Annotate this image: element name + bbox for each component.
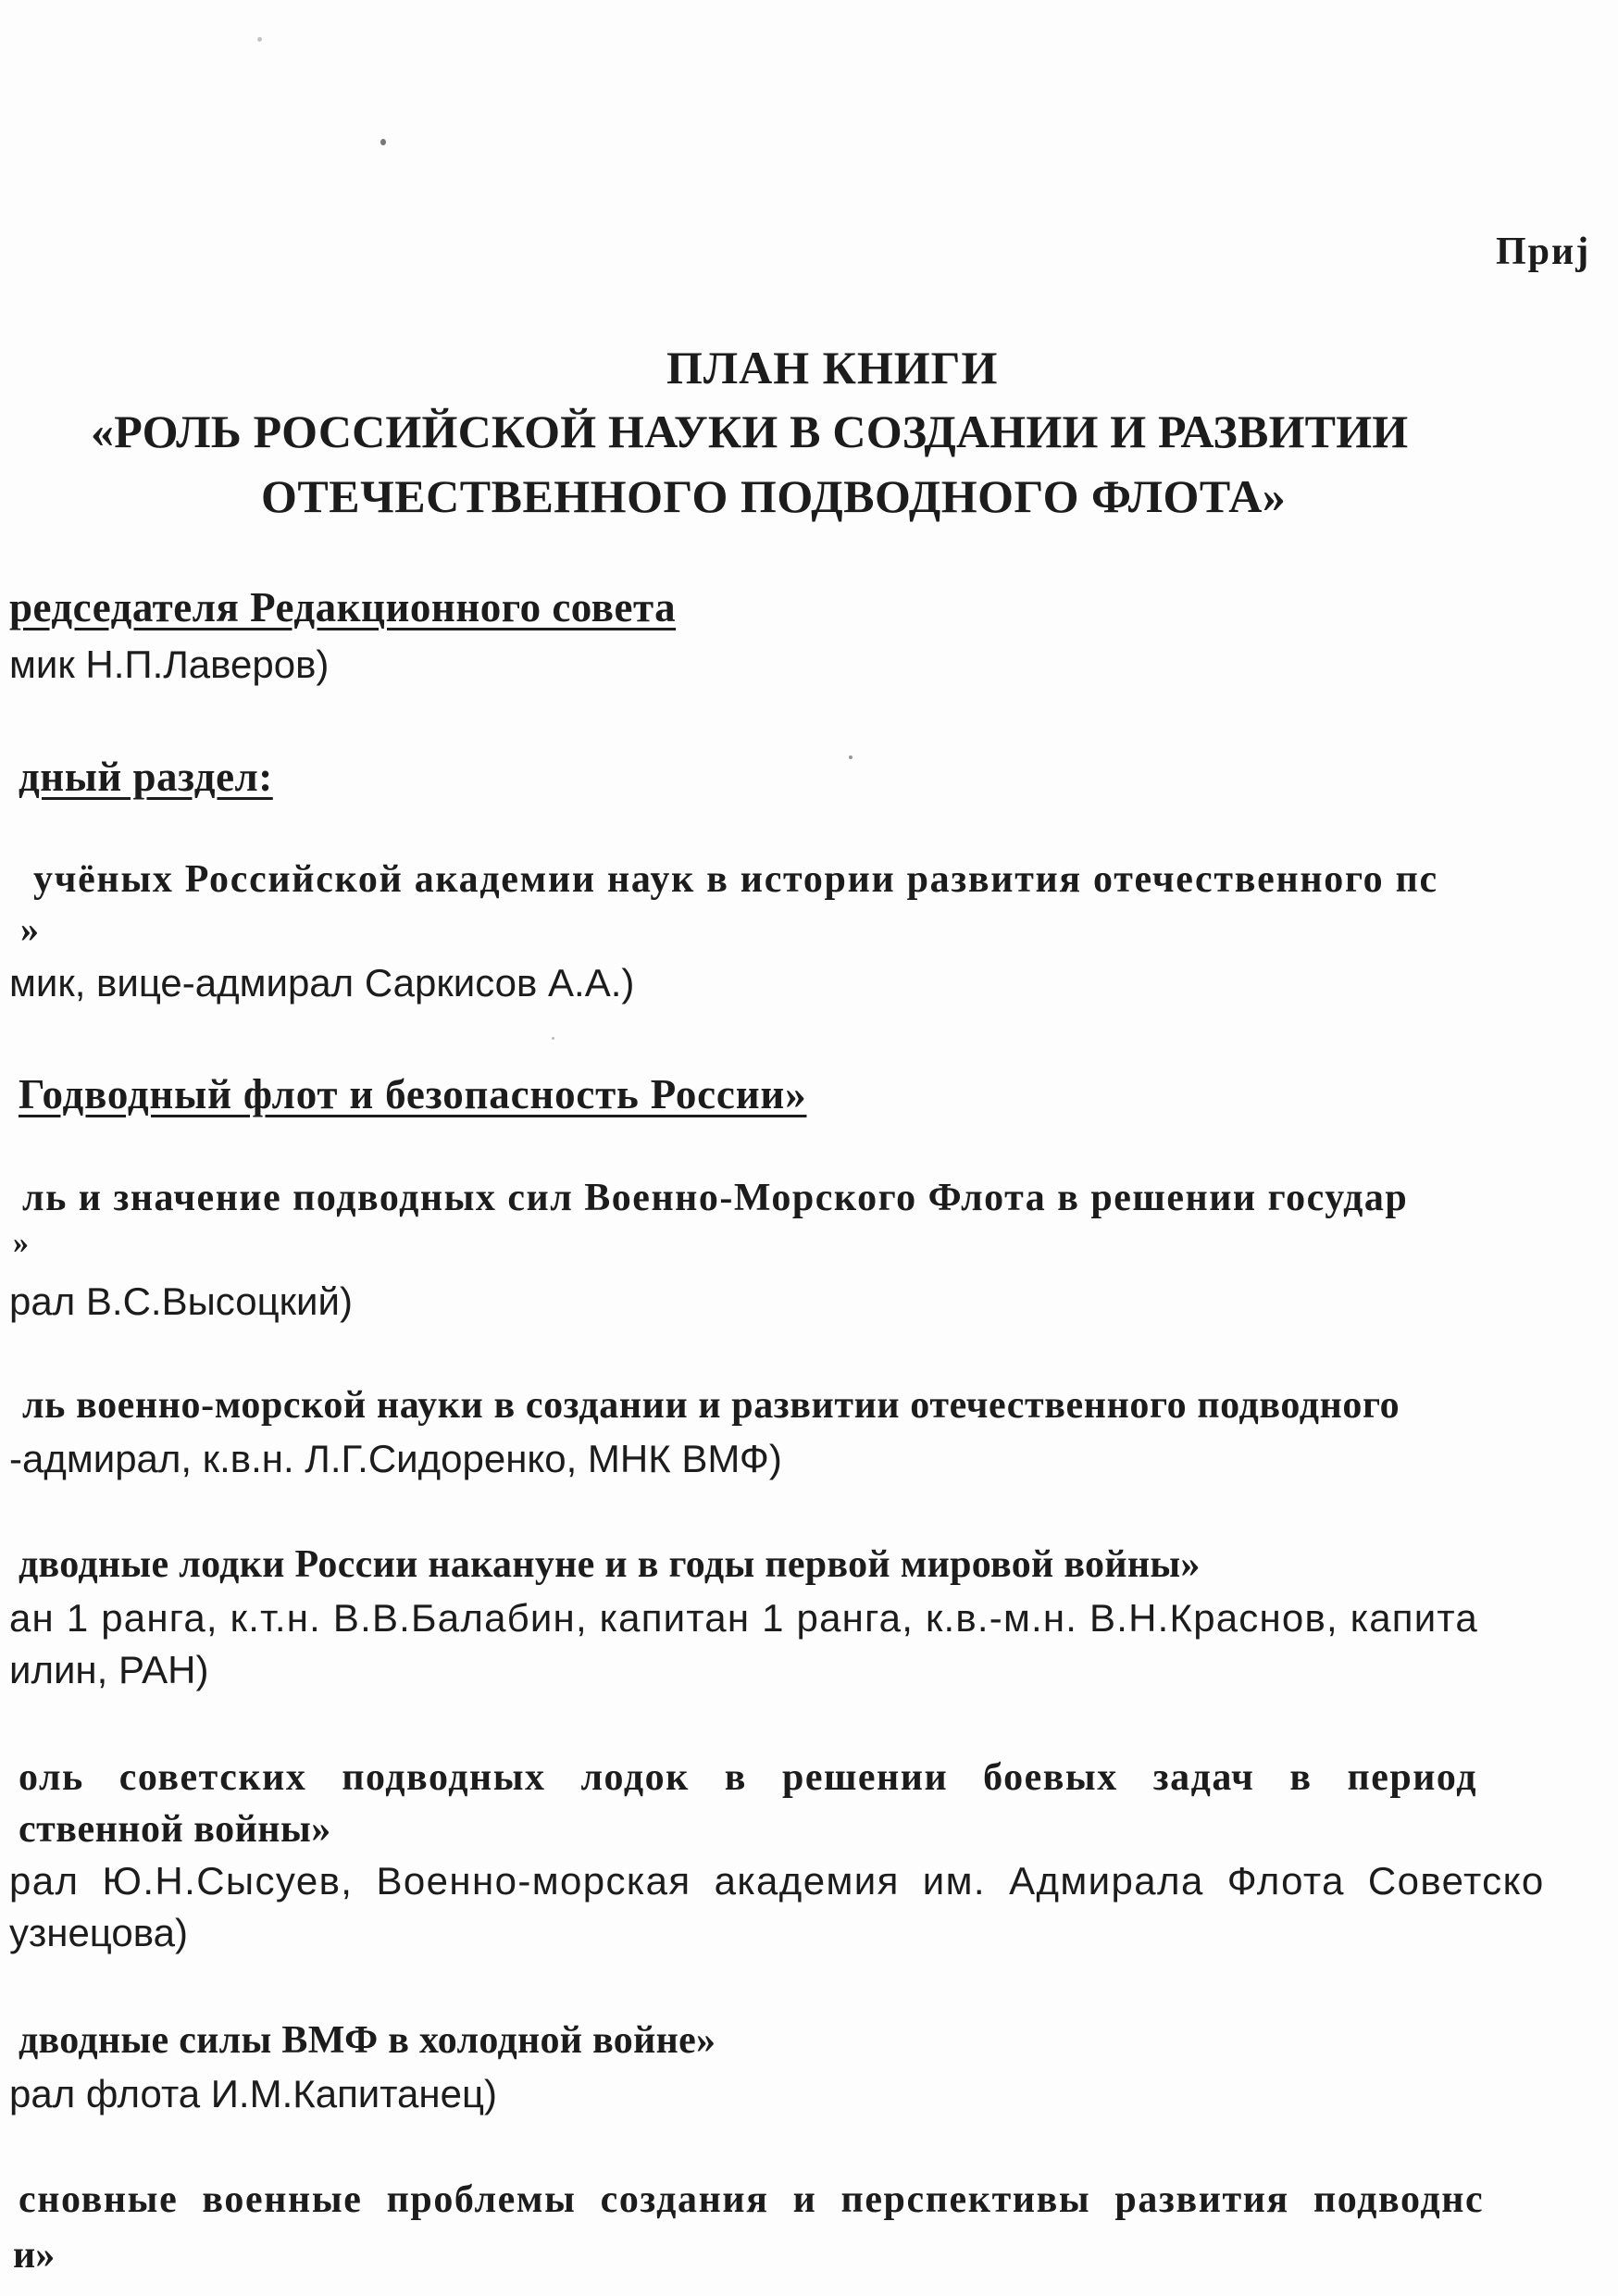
item-author-line: -адмирал, к.в.н. Л.Г.Сидоренко, МНК ВМФ) <box>9 1437 782 1480</box>
item-title-line: учёных Российской академии наук в истории развития отечественного пс <box>33 858 1438 901</box>
item-title-line: и» <box>13 2234 56 2277</box>
section-heading-chairman: редседателя Редакционного совета <box>9 584 677 630</box>
document-title-line-1: ПЛАН КНИГИ <box>666 342 999 393</box>
item-title-line: ль военно-морской науки в создании и развитии отечественного подводного <box>22 1384 1400 1427</box>
item-author-line: илин, РАН) <box>9 1648 209 1691</box>
item-title-line: оль советских подводных лодок в решении боевых задач в период <box>19 1756 1477 1799</box>
appendix-label: Приј <box>1496 231 1591 273</box>
item-title-line: ль и значение подводных сил Военно-Морского Флота в решении государ <box>22 1177 1409 1219</box>
scan-speck <box>257 37 262 42</box>
document-title-line-3: ОТЕЧЕСТВЕННОГО ПОДВОДНОГО ФЛОТА» <box>261 470 1287 522</box>
item-title-line: » <box>13 1226 29 1260</box>
scan-speck <box>380 139 386 145</box>
item-author-line: рал В.С.Высоцкий) <box>9 1279 353 1323</box>
item-title-line: сновные военные проблемы создания и перспективы развития подводнс <box>19 2178 1485 2221</box>
section-heading-submarine-fleet: Годводный флот и безопасность России» <box>19 1071 807 1117</box>
section-author-line: мик Н.П.Лаверов) <box>9 643 330 686</box>
item-author-line: рал флота И.М.Капитанец) <box>9 2072 497 2115</box>
scan-speck <box>552 1037 554 1040</box>
section-heading-intro: дный раздел: <box>19 754 273 800</box>
item-author-line: рал Ю.Н.Сысуев, Военно-морская академия им. Адмирала Флота Советско <box>9 1859 1545 1903</box>
item-title-line: ственной войны» <box>19 1808 331 1851</box>
document-title-line-2: «РОЛЬ РОССИЙСКОЙ НАУКИ В СОЗДАНИИ И РАЗВИТИИ <box>91 406 1409 457</box>
item-author-line: узнецова) <box>9 1911 188 1954</box>
item-title-line: » <box>20 908 39 950</box>
item-title-line: дводные лодки России накануне и в годы первой мировой войны» <box>19 1543 1201 1586</box>
scan-speck <box>849 755 853 759</box>
item-title-line: дводные силы ВМФ в холодной войне» <box>19 2019 716 2062</box>
item-author-line: мик, вице-адмирал Саркисов А.А.) <box>9 961 635 1004</box>
item-author-line: ан 1 ранга, к.т.н. В.В.Балабин, капитан 1 ранга, к.в.-м.н. В.Н.Краснов, капита <box>9 1596 1478 1640</box>
